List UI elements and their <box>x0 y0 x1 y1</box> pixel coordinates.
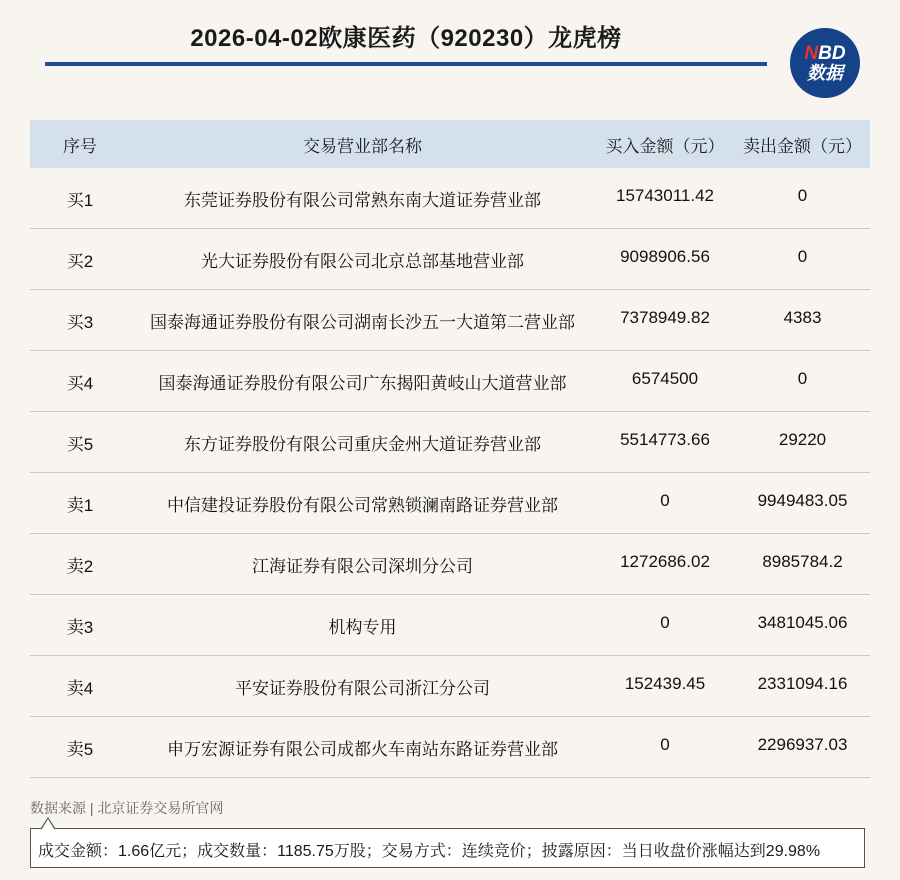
row-branch-name: 平安证券股份有限公司浙江分公司 <box>130 656 595 717</box>
table-row <box>30 290 870 351</box>
row-buy-amount: 1272686.02 <box>595 534 735 595</box>
row-branch-name: 机构专用 <box>130 595 595 656</box>
table-row <box>30 229 870 290</box>
row-index: 买3 <box>30 290 130 351</box>
row-branch-name: 江海证券有限公司深圳分公司 <box>130 534 595 595</box>
trade-summary-note: 成交金额：1.66亿元；成交数量：1185.75万股；交易方式：连续竞价；披露原因：当日收盘价涨幅达到29.98% <box>30 828 865 868</box>
table-row <box>30 473 870 534</box>
row-index: 买2 <box>30 229 130 290</box>
table-row <box>30 595 870 656</box>
table-row <box>30 412 870 473</box>
table-row <box>30 351 870 412</box>
row-buy-amount: 6574500 <box>595 351 735 412</box>
row-buy-amount: 0 <box>595 717 735 778</box>
row-branch-name: 光大证券股份有限公司北京总部基地营业部 <box>130 229 595 290</box>
row-branch-name: 东方证券股份有限公司重庆金州大道证券营业部 <box>130 412 595 473</box>
data-source: 数据来源 | 北京证券交易所官网 <box>30 800 224 816</box>
row-branch-name: 中信建投证券股份有限公司常熟锁澜南路证券营业部 <box>130 473 595 534</box>
dragon-tiger-table <box>30 120 870 778</box>
row-index: 卖1 <box>30 473 130 534</box>
header-branch-name: 交易营业部名称 <box>130 120 595 168</box>
row-index: 卖4 <box>30 656 130 717</box>
row-buy-amount: 5514773.66 <box>595 412 735 473</box>
row-index: 卖5 <box>30 717 130 778</box>
row-index: 卖2 <box>30 534 130 595</box>
row-buy-amount: 15743011.42 <box>595 168 735 229</box>
row-sell-amount: 8985784.2 <box>735 534 870 595</box>
row-buy-amount: 7378949.82 <box>595 290 735 351</box>
row-branch-name: 国泰海通证券股份有限公司广东揭阳黄岐山大道营业部 <box>130 351 595 412</box>
row-sell-amount: 4383 <box>735 290 870 351</box>
row-sell-amount: 9949483.05 <box>735 473 870 534</box>
table-header-row <box>30 120 870 168</box>
header-sell-amount: 卖出金额（元） <box>735 120 870 168</box>
table-row <box>30 168 870 229</box>
row-sell-amount: 0 <box>735 351 870 412</box>
row-index: 买4 <box>30 351 130 412</box>
note-pointer-fill <box>42 819 54 829</box>
page-title: 2026-04-02欧康医药（920230）龙虎榜 <box>190 25 622 52</box>
header-index: 序号 <box>30 120 130 168</box>
row-buy-amount: 0 <box>595 473 735 534</box>
row-sell-amount: 0 <box>735 168 870 229</box>
row-buy-amount: 152439.45 <box>595 656 735 717</box>
row-sell-amount: 3481045.06 <box>735 595 870 656</box>
row-index: 买1 <box>30 168 130 229</box>
row-sell-amount: 2296937.03 <box>735 717 870 778</box>
row-buy-amount: 0 <box>595 595 735 656</box>
row-index: 卖3 <box>30 595 130 656</box>
title-divider <box>45 62 767 66</box>
row-branch-name: 申万宏源证券有限公司成都火车南站东路证券营业部 <box>130 717 595 778</box>
row-sell-amount: 0 <box>735 229 870 290</box>
logo-text-sub: 数据 <box>807 63 843 83</box>
row-sell-amount: 29220 <box>735 412 870 473</box>
nbd-logo <box>790 28 860 98</box>
table-row <box>30 656 870 717</box>
table-row <box>30 534 870 595</box>
row-buy-amount: 9098906.56 <box>595 229 735 290</box>
logo-text-rest: BD <box>818 43 846 64</box>
row-branch-name: 东莞证券股份有限公司常熟东南大道证券营业部 <box>130 168 595 229</box>
header-buy-amount: 买入金额（元） <box>595 120 735 168</box>
row-sell-amount: 2331094.16 <box>735 656 870 717</box>
logo-text-accent: N <box>804 43 819 64</box>
table-row <box>30 717 870 778</box>
row-branch-name: 国泰海通证券股份有限公司湖南长沙五一大道第二营业部 <box>130 290 595 351</box>
row-index: 买5 <box>30 412 130 473</box>
